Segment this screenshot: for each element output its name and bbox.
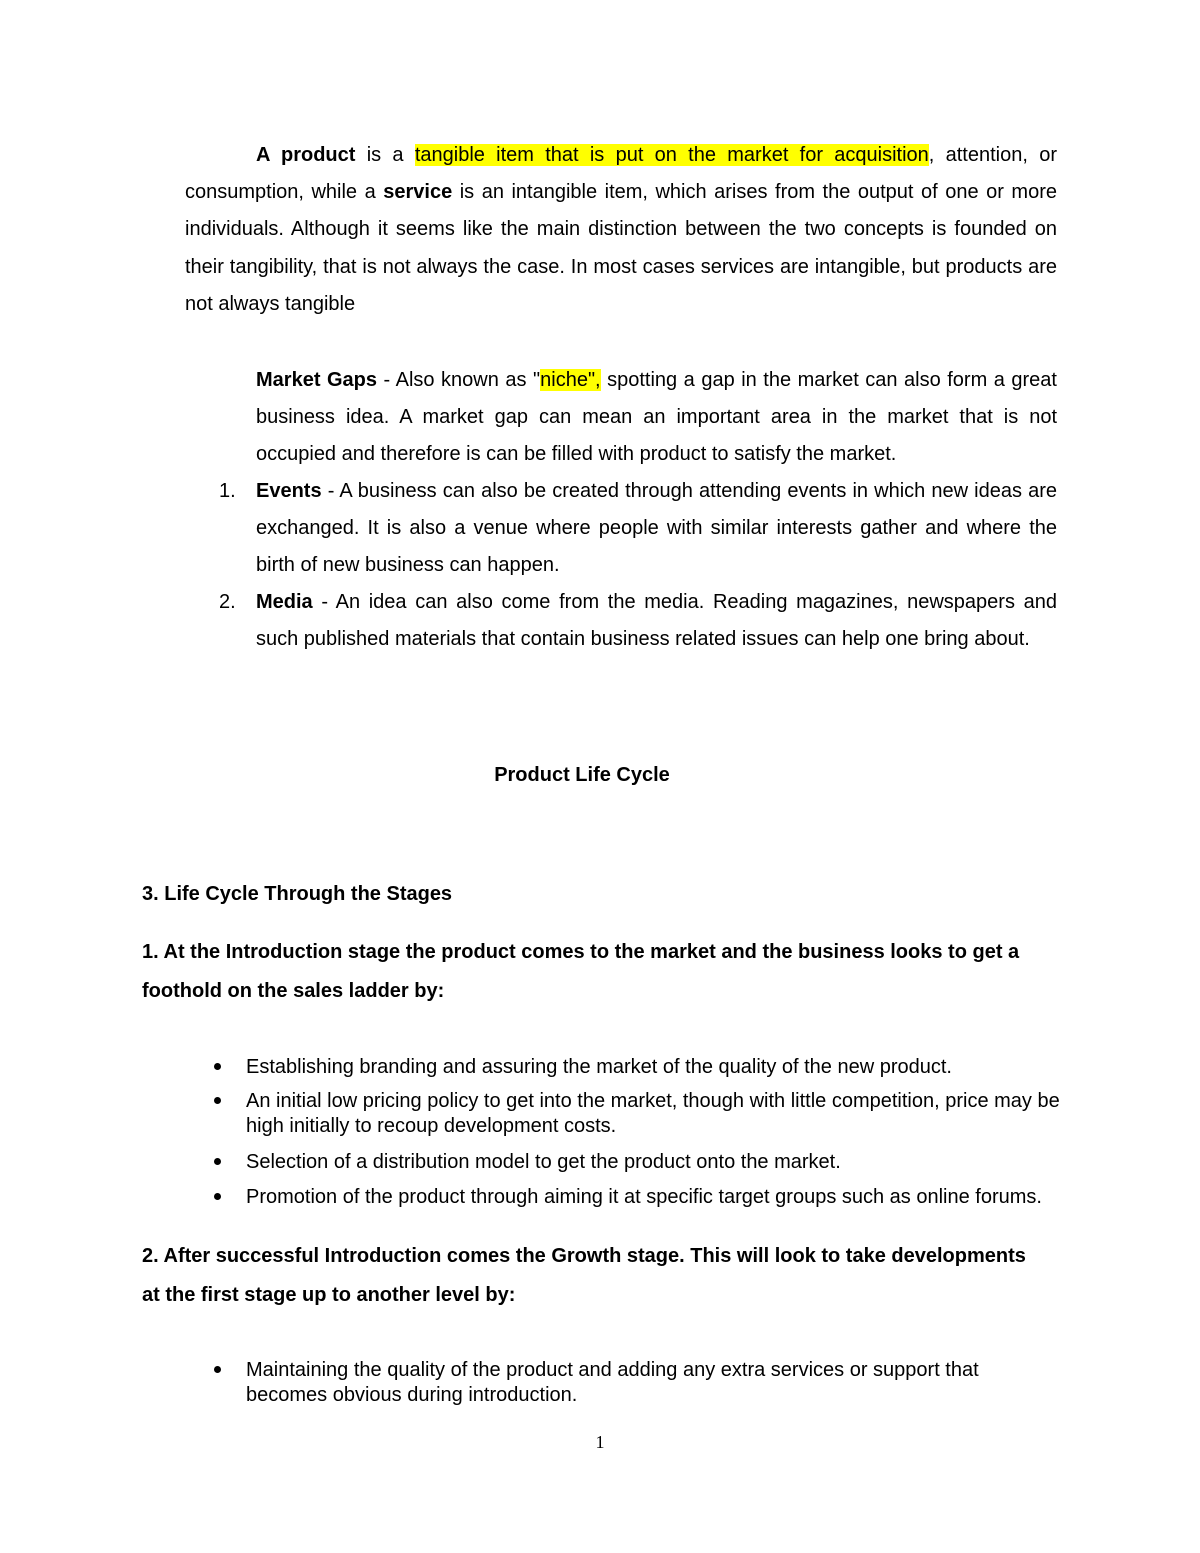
page-number: 1: [595, 1432, 605, 1452]
stage1-heading: 1. At the Introduction stage the product comes to the market and the business looks to get a foothold on the sales ladder by:: [142, 941, 1020, 1002]
bullet-text: Maintaining the quality of the product and adding any extra services or support that becomes obvious during introduction.: [246, 1359, 979, 1406]
numbered-item-events: [219, 473, 1057, 584]
service-term: service: [383, 181, 453, 204]
bullet-text: An initial low pricing policy to get into the market, though with little competition, price may be high initially to recoup development costs.: [246, 1090, 1060, 1137]
events-text: - A business can also be created through attending events in which new ideas are exchanged. It is also a venue where people with similar interests gather and where the birth of new business can happen.: [256, 480, 1057, 576]
list-item: [246, 1055, 1061, 1080]
bullet-text: Selection of a distribution model to get the product onto the market.: [246, 1151, 841, 1173]
niche-highlight: niche",: [540, 369, 601, 391]
stage2-heading: 2. After successful Introduction comes the Growth stage. This will look to take developments at the first stage up to another level by:: [142, 1245, 1026, 1306]
intro-text-3: is an intangible item, which arises from the output of one or more individuals. Although it seems like the main distinction between the two concepts is founded on their tangibility, that is not always the case. In most cases services are intangible, but products are not always tangible: [185, 181, 1057, 315]
market-gaps-term: Market Gaps: [256, 369, 378, 391]
intro-text-2: , attention, or consumption, while a: [185, 144, 1057, 204]
list-item: [246, 1150, 1061, 1175]
bullet-icon: [214, 1063, 221, 1070]
bullet-icon: [214, 1097, 221, 1104]
media-term: Media: [256, 591, 313, 613]
list-number: 2.: [219, 591, 236, 613]
media-text: - An idea can also come from the media. Reading magazines, newspapers and such published materials that contain business related issues can help one bring about.: [256, 591, 1057, 650]
list-item: [246, 1358, 1061, 1408]
bullet-icon: [214, 1366, 221, 1373]
section-title: Product Life Cycle: [494, 764, 670, 786]
list-item: [246, 1089, 1061, 1139]
bullet-icon: [214, 1158, 221, 1165]
list-number: 1.: [219, 480, 236, 502]
intro-text-1: is a: [355, 144, 415, 166]
intro-paragraph: [185, 137, 1057, 323]
subsection-title: 3. Life Cycle Through the Stages: [142, 883, 453, 905]
events-term: Events: [256, 480, 322, 502]
market-gaps-paragraph: [256, 362, 1057, 473]
market-gaps-text-1: - Also known as ": [377, 369, 541, 391]
list-item: [246, 1185, 1061, 1210]
numbered-item-media: [219, 584, 1057, 658]
product-definition-highlight: tangible item that is put on the market for acquisition: [414, 144, 929, 166]
product-term: A product: [256, 144, 356, 166]
bullet-text: Promotion of the product through aiming it at specific target groups such as online forums.: [246, 1186, 1042, 1208]
bullet-icon: [214, 1193, 221, 1200]
market-gaps-text-2: spotting a gap in the market can also form a great business idea. A market gap can mean an important area in the market that is not occupied and therefore is can be filled with product to satisfy the market.: [256, 369, 1057, 465]
bullet-text: Establishing branding and assuring the market of the quality of the new product.: [246, 1056, 952, 1078]
